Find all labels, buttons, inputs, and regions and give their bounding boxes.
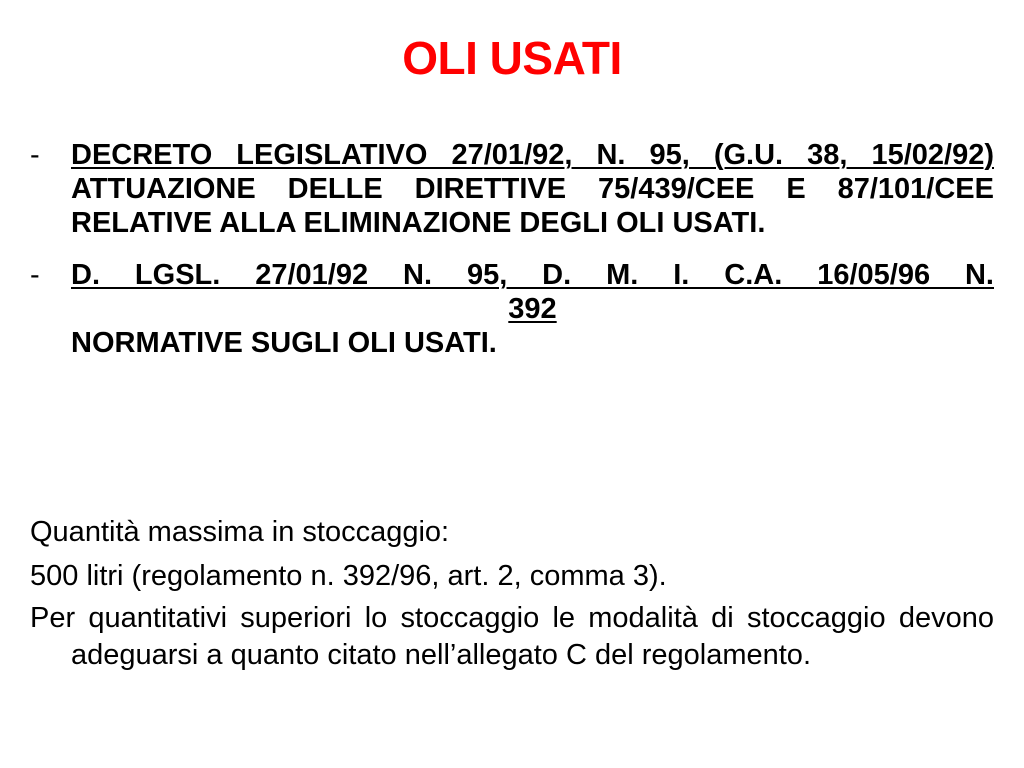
decree-reference: DECRETO LEGISLATIVO 27/01/92, N. 95, (G.U. 38, 15/02/92) (71, 139, 994, 171)
dlgsl-description: NORMATIVE SUGLI OLI USATI. (71, 327, 497, 359)
storage-heading: Quantità massima in stoccaggio: (30, 516, 450, 548)
bullet-list (30, 138, 994, 360)
bullet-item-dlgsl (30, 258, 994, 360)
slide-title: OLI USATI (402, 32, 622, 84)
bullet-item-decreto (30, 138, 994, 240)
storage-limit: 500 litri (regolamento n. 392/96, art. 2, comma 3). (30, 560, 667, 592)
dlgsl-reference-number: 392 (508, 293, 557, 325)
dlgsl-reference: D. LGSL. 27/01/92 N. 95, D. M. I. C.A. 16/05/96 N. (71, 259, 994, 291)
storage-requirements: Per quantitativi superiori lo stoccaggio le modalità di stoccaggio devono adeguarsi a quanto citato nell’allegato C del regolamento. (30, 602, 994, 671)
storage-info (30, 512, 994, 674)
decree-description: ATTUAZIONE DELLE DIRETTIVE 75/439/CEE E 87/101/CEE RELATIVE ALLA ELIMINAZIONE DEGLI OLI USATI. (71, 173, 994, 239)
bullet-marker: - (30, 259, 40, 291)
bullet-marker: - (30, 139, 40, 171)
